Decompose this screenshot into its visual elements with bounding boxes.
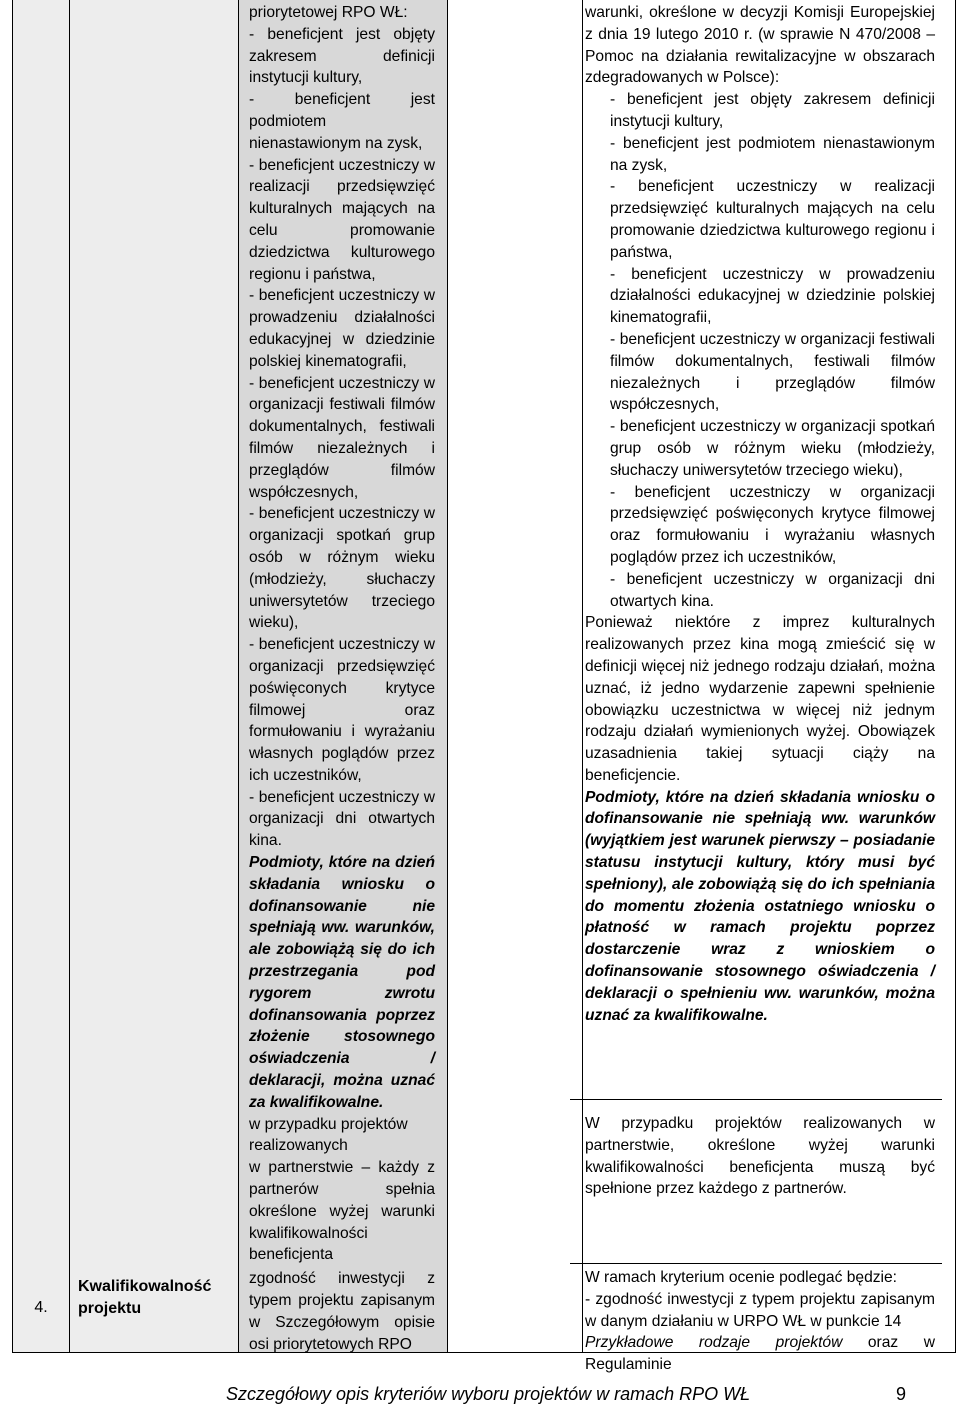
multi-event-note: Ponieważ niektóre z imprez kulturalnych realizowanych przez kina mogą zmieścić się w definicji więcej niż jednego rodzaju działań, można uznać, iż jedno wydarzenie zapewni spełnienie obowiązku uczestnictwa w więcej niż jednym rodzaju działań wymienionych wyżej. Obowiązek uzasadnienia takiej sytuacji ciąży na beneficjencie. xyxy=(585,614,935,784)
condition-item: - beneficjent jest objęty zakresem definicji instytucji kultury, xyxy=(610,91,935,130)
criterion-description-column xyxy=(239,0,448,1352)
description-line: - beneficjent uczestniczy w organizacji dni otwartych kina. xyxy=(249,788,435,850)
criterion-name-column xyxy=(70,0,239,1352)
assessment-intro: W ramach kryterium ocenie podlegać będzie: xyxy=(585,1269,898,1286)
partners-text: w partnerstwie – każdy z partnerów spełnia określone wyżej warunki kwalifikowalności beneficjenta xyxy=(249,1159,435,1264)
consistency-text: zgodność inwestycji z typem projektu zapisanym w Szczegółowym opisie osi priorytetowych RPO xyxy=(249,1270,435,1353)
condition-item: - beneficjent jest podmiotem nienastawionym na zysk, xyxy=(610,134,935,174)
description-line: - beneficjent uczestniczy w prowadzeniu działalności edukacyjnej w dziedzinie polskiej kinematografii, xyxy=(249,287,435,370)
criterion-description xyxy=(249,2,435,1355)
obligation-note: Podmioty, które na dzień składania wniosku o dofinansowanie nie spełniają ww. warunków, ale zobowiążą się do ich przestrzegania pod rygorem zwrotu dofinansowania poprzez złożenie stosownego oświadczenia / deklaracji, można uznać za kwalifikowalne. xyxy=(249,854,435,1111)
condition-item: - beneficjent uczestniczy w organizacji festiwali filmów dokumentalnych, festiwali filmów niezależnych i przeglądów filmów współczesnych, xyxy=(610,330,935,414)
description-line: - beneficjent uczestniczy w organizacji festiwali filmów dokumentalnych, festiwali filmów niezależnych i przeglądów filmów współczesnych, xyxy=(249,374,435,501)
condition-item: - beneficjent uczestniczy w realizacji przedsięwzięć kulturalnych mających na celu promowanie dziedzictwa kulturowego regionu i państwa, xyxy=(610,178,935,261)
description-line: - beneficjent jest objęty zakresem definicji instytucji kultury, xyxy=(249,25,435,87)
description-line: - beneficjent uczestniczy w realizacji przedsięwzięć kulturalnych mających na celu promowanie dziedzictwa kulturowego regionu i państwa, xyxy=(249,156,435,283)
assessment-section xyxy=(585,1267,935,1376)
description-line: - beneficjent jest podmiotem nienastawionym na zysk, xyxy=(249,91,435,152)
number-column xyxy=(13,0,70,1352)
footer-title: Szczegółowy opis kryteriów wyboru projektów w ramach RPO WŁ xyxy=(226,1384,751,1404)
row-number: 4. xyxy=(34,1299,48,1316)
criterion-name: Kwalifikowalność projektu xyxy=(78,1278,212,1317)
condition-item: - beneficjent uczestniczy w organizacji spotkań grup osób w różnym wieku (młodzieży, słuchaczy uniwersytetów trzeciego wieku), xyxy=(610,418,935,479)
page-number: 9 xyxy=(896,1384,907,1404)
condition-item: - beneficjent uczestniczy w organizacji dni otwartych kina. xyxy=(610,570,935,610)
partners-heading: w przypadku projektów realizowanych xyxy=(249,1115,408,1155)
partners-text: W przypadku projektów realizowanych w partnerstwie, określone wyżej warunki kwalifikowalności beneficjenta muszą być spełnione przez każdego z partnerów. xyxy=(585,1115,935,1198)
conditions-intro: warunki, określone w decyzji Komisji Europejskiej z dnia 19 lutego 2010 r. (w sprawie N 470/2008 – Pomoc na działania rewitalizacyjne w obszarach zdegradowanych w Polsce): xyxy=(585,4,935,87)
divider xyxy=(570,1263,942,1264)
description-line: - beneficjent uczestniczy w organizacji przedsięwzięć poświęconych krytyce filmowej oraz formułowaniu i wyrażaniu własnych poglądów przez ich uczestników, xyxy=(249,636,435,784)
obligation-note: Podmioty, które na dzień składania wniosku o dofinansowanie nie spełniają ww. warunków (wyjątkiem jest warunek pierwszy – posiadanie statusu instytucji kultury, który musi być spełniony), ale zobowiążą się do ich spełniania do momentu złożenia ostatniego wniosku o płatność w ramach projektu poprzez dostarczenie wraz z wnioskiem o dofinansowanie stosownego oświadczenia / deklaracji o spełnieniu ww. warunków, można uznać za kwalifikowalne. xyxy=(585,788,935,1024)
assessment-item-cont: Przykładowe rodzaje projektów oraz w Regulaminie xyxy=(585,1334,935,1374)
divider xyxy=(570,1099,942,1100)
condition-item: - beneficjent uczestniczy w prowadzeniu działalności edukacyjnej w dziedzinie polskiej kinematografii, xyxy=(610,265,935,327)
condition-item: - beneficjent uczestniczy w organizacji przedsięwzięć poświęconych krytyce filmowej oraz formułowaniu i wyrażaniu własnych poglądów przez ich uczestników, xyxy=(610,483,935,566)
assessment-item: - zgodność inwestycji z typem projektu zapisanym w danym działaniu w URPO WŁ w punkcie 14 xyxy=(585,1290,935,1330)
conditions-section xyxy=(585,2,935,1026)
description-line: priorytetowej RPO WŁ: xyxy=(249,4,408,21)
description-line: - beneficjent uczestniczy w organizacji spotkań grup osób w różnym wieku (młodzieży, słuchaczy uniwersytetów trzeciego wieku), xyxy=(249,505,435,632)
partners-section xyxy=(585,1113,935,1200)
